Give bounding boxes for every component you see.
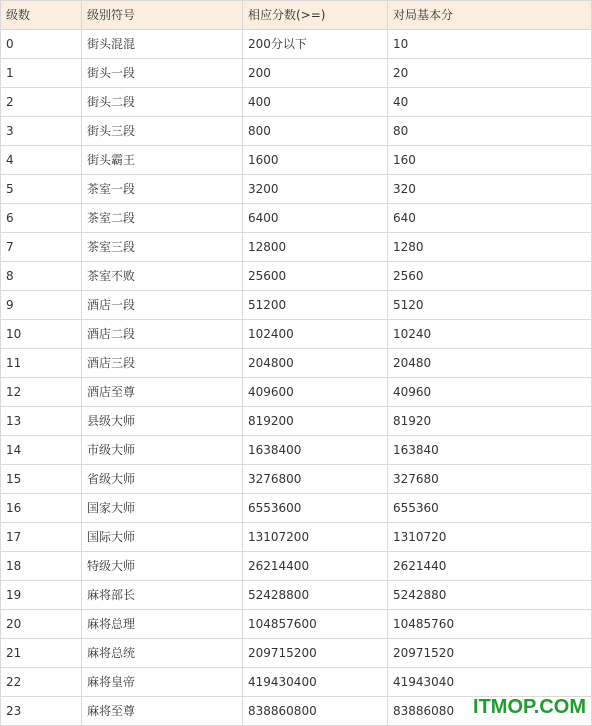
table-row — [1, 465, 592, 494]
base-score-cell: 320 — [388, 175, 592, 204]
base-score-cell: 5242880 — [388, 581, 592, 610]
level-cell: 4 — [1, 146, 82, 175]
required-score-cell: 3276800 — [243, 465, 388, 494]
level-cell: 21 — [1, 639, 82, 668]
table-row — [1, 668, 592, 697]
level-cell: 23 — [1, 697, 82, 726]
level-cell: 20 — [1, 610, 82, 639]
base-score-cell: 327680 — [388, 465, 592, 494]
table-row — [1, 117, 592, 146]
level-cell: 14 — [1, 436, 82, 465]
rank-symbol-cell: 省级大师 — [82, 465, 243, 494]
table-row — [1, 146, 592, 175]
table-row — [1, 494, 592, 523]
base-score-cell: 10 — [388, 30, 592, 59]
base-score-cell: 20 — [388, 59, 592, 88]
table-row — [1, 30, 592, 59]
table-row — [1, 88, 592, 117]
level-cell: 6 — [1, 204, 82, 233]
header-base-score: 对局基本分 — [388, 1, 592, 30]
level-cell: 8 — [1, 262, 82, 291]
table-row — [1, 291, 592, 320]
table-row — [1, 407, 592, 436]
required-score-cell: 6400 — [243, 204, 388, 233]
base-score-cell: 20971520 — [388, 639, 592, 668]
required-score-cell: 51200 — [243, 291, 388, 320]
table-row — [1, 639, 592, 668]
rank-symbol-cell: 街头一段 — [82, 59, 243, 88]
header-level: 级数 — [1, 1, 82, 30]
rank-symbol-cell: 茶室不败 — [82, 262, 243, 291]
rank-symbol-cell: 茶室三段 — [82, 233, 243, 262]
rank-symbol-cell: 国家大师 — [82, 494, 243, 523]
rank-symbol-cell: 街头二段 — [82, 88, 243, 117]
base-score-cell: 640 — [388, 204, 592, 233]
rank-symbol-cell: 酒店二段 — [82, 320, 243, 349]
base-score-cell: 163840 — [388, 436, 592, 465]
table-row — [1, 610, 592, 639]
header-required-score: 相应分数(>=) — [243, 1, 388, 30]
base-score-cell: 41943040 — [388, 668, 592, 697]
required-score-cell: 12800 — [243, 233, 388, 262]
required-score-cell: 13107200 — [243, 523, 388, 552]
header-rank-symbol: 级别符号 — [82, 1, 243, 30]
required-score-cell: 1600 — [243, 146, 388, 175]
base-score-cell: 10240 — [388, 320, 592, 349]
rank-symbol-cell: 街头三段 — [82, 117, 243, 146]
required-score-cell: 52428800 — [243, 581, 388, 610]
rank-symbol-cell: 麻将至尊 — [82, 697, 243, 726]
required-score-cell: 102400 — [243, 320, 388, 349]
level-cell: 15 — [1, 465, 82, 494]
rank-symbol-cell: 麻将总统 — [82, 639, 243, 668]
table-row — [1, 175, 592, 204]
base-score-cell: 2621440 — [388, 552, 592, 581]
level-cell: 7 — [1, 233, 82, 262]
rank-symbol-cell: 酒店至尊 — [82, 378, 243, 407]
table-row — [1, 233, 592, 262]
base-score-cell: 5120 — [388, 291, 592, 320]
table-row — [1, 378, 592, 407]
header-row — [1, 1, 592, 30]
required-score-cell: 209715200 — [243, 639, 388, 668]
table-row — [1, 204, 592, 233]
base-score-cell: 655360 — [388, 494, 592, 523]
base-score-cell: 1280 — [388, 233, 592, 262]
rank-symbol-cell: 茶室一段 — [82, 175, 243, 204]
required-score-cell: 6553600 — [243, 494, 388, 523]
rank-symbol-cell: 麻将部长 — [82, 581, 243, 610]
required-score-cell: 409600 — [243, 378, 388, 407]
level-cell: 3 — [1, 117, 82, 146]
rank-symbol-cell: 酒店三段 — [82, 349, 243, 378]
level-cell: 10 — [1, 320, 82, 349]
rank-symbol-cell: 街头霸王 — [82, 146, 243, 175]
base-score-cell: 80 — [388, 117, 592, 146]
base-score-cell: 10485760 — [388, 610, 592, 639]
base-score-cell: 81920 — [388, 407, 592, 436]
table-header — [1, 1, 592, 30]
level-cell: 18 — [1, 552, 82, 581]
base-score-cell: 160 — [388, 146, 592, 175]
required-score-cell: 204800 — [243, 349, 388, 378]
required-score-cell: 819200 — [243, 407, 388, 436]
required-score-cell: 1638400 — [243, 436, 388, 465]
table-body — [1, 30, 592, 726]
level-cell: 2 — [1, 88, 82, 117]
required-score-cell: 200 — [243, 59, 388, 88]
required-score-cell: 3200 — [243, 175, 388, 204]
base-score-cell: 40 — [388, 88, 592, 117]
rank-symbol-cell: 市级大师 — [82, 436, 243, 465]
table-row — [1, 523, 592, 552]
level-cell: 13 — [1, 407, 82, 436]
table-row — [1, 59, 592, 88]
required-score-cell: 800 — [243, 117, 388, 146]
rank-symbol-cell: 麻将皇帝 — [82, 668, 243, 697]
table-row — [1, 349, 592, 378]
base-score-cell: 40960 — [388, 378, 592, 407]
table-row — [1, 581, 592, 610]
level-cell: 12 — [1, 378, 82, 407]
level-cell: 9 — [1, 291, 82, 320]
level-cell: 1 — [1, 59, 82, 88]
rank-symbol-cell: 特级大师 — [82, 552, 243, 581]
rank-symbol-cell: 酒店一段 — [82, 291, 243, 320]
required-score-cell: 26214400 — [243, 552, 388, 581]
level-cell: 5 — [1, 175, 82, 204]
required-score-cell: 104857600 — [243, 610, 388, 639]
rank-symbol-cell: 县级大师 — [82, 407, 243, 436]
level-cell: 22 — [1, 668, 82, 697]
required-score-cell: 838860800 — [243, 697, 388, 726]
level-cell: 16 — [1, 494, 82, 523]
required-score-cell: 200分以下 — [243, 30, 388, 59]
rank-symbol-cell: 街头混混 — [82, 30, 243, 59]
required-score-cell: 400 — [243, 88, 388, 117]
base-score-cell: 20480 — [388, 349, 592, 378]
level-cell: 0 — [1, 30, 82, 59]
base-score-cell: 1310720 — [388, 523, 592, 552]
level-cell: 19 — [1, 581, 82, 610]
table-row — [1, 262, 592, 291]
table-row — [1, 320, 592, 349]
level-cell: 17 — [1, 523, 82, 552]
level-cell: 11 — [1, 349, 82, 378]
required-score-cell: 419430400 — [243, 668, 388, 697]
rank-symbol-cell: 茶室二段 — [82, 204, 243, 233]
site-watermark: ITMOP.COM — [473, 696, 586, 718]
required-score-cell: 25600 — [243, 262, 388, 291]
table-row — [1, 436, 592, 465]
base-score-cell: 2560 — [388, 262, 592, 291]
table-row — [1, 552, 592, 581]
rank-symbol-cell: 麻将总理 — [82, 610, 243, 639]
base-score-cell: 83886080 — [388, 697, 592, 726]
rank-symbol-cell: 国际大师 — [82, 523, 243, 552]
